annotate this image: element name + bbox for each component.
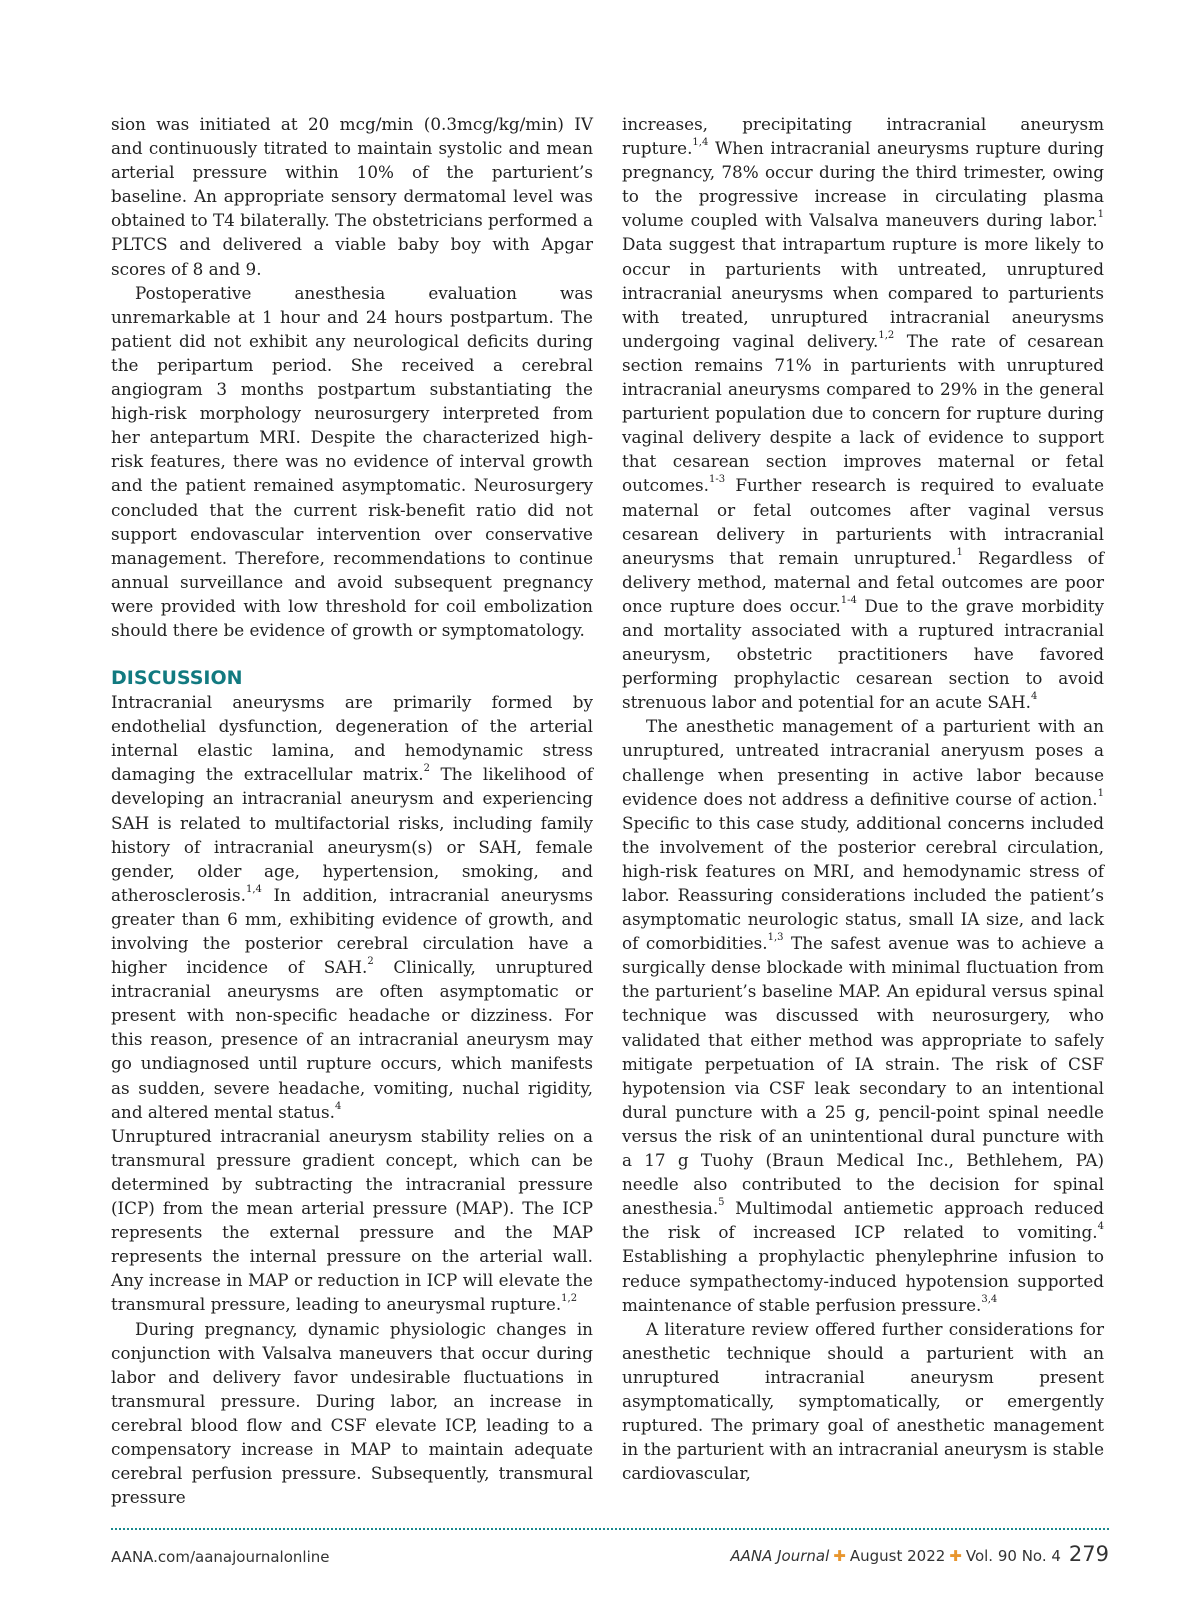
paragraph-text: During pregnancy, dynamic physiologic changes in conjunction with Valsalva maneuvers that occur during labor and delivery favor undesirable fluctuations in transmural pressure. During labor, an increase in cerebral blood flow and CSF elevate ICP, leading to a compensatory increase in MAP to maintain adequate cerebral perfusion pressure. Subsequently, transmural pressure (111, 1318, 593, 1508)
text-run: The rate of cesarean section remains 71% in parturients with unruptured intracranial aneurysms compared to 29% in the general parturient population due to concern for rupture during vaginal delivery despite a lack of evidence to support that cesarean section improves maternal or fetal outcomes. (622, 330, 1104, 496)
citation-ref: 1,3 (767, 932, 784, 944)
text-run: Specific to this case study, additional concerns included the involvement of the posterior cerebral circulation, high-risk features on MRI, and hemodynamic stress of labor. Reassuring considerations included the patient’s asymptomatic neurologic status, small IA size, and lack of comorbidities. (622, 812, 1104, 954)
text-run: Unruptured intracranial aneurysm stability relies on a transmural pressure gradient concept, which can be determined by subtracting the intracranial pressure (ICP) from the mean arterial pressure (MAP). The ICP represents the external pressure and the MAP represents the internal pressure on the arterial wall. Any increase in MAP or reduction in ICP will elevate the transmural pressure, leading to aneurysmal rupture. (111, 1125, 593, 1315)
citation-ref: 1,2 (561, 1293, 578, 1305)
paragraph (111, 281, 593, 642)
paragraph-text: A literature review offered further considerations for anesthetic technique should a parturient with an unruptured intracranial aneurysm present asymptomatically, symptomatically, or emergently ruptured. The primary goal of anesthetic management in the parturient with an intracranial aneurysm is stable cardiovascular, (622, 1318, 1104, 1484)
text-run: increases, precipitating intracranial aneurysm rupture. (622, 114, 1104, 159)
citation-ref: 4 (1097, 1221, 1104, 1233)
right-column (622, 112, 1104, 1485)
issue-date: August 2022 (849, 1547, 946, 1565)
citation-ref: 1,4 (245, 883, 262, 895)
text-run: Clinically, unruptured intracranial aneurysms are often asymptomatic or present with non-specific headache or dizziness. For this reason, presence of an intracranial aneurysm may go undiagnosed until rupture occurs, which manifests as sudden, severe headache, vomiting, nuchal rigidity, and altered mental status. (111, 957, 593, 1122)
paragraph (111, 112, 593, 281)
text-run: The anesthetic management of a parturient with an unruptured, untreated intracranial aneryusm poses a challenge when presenting in active labor because evidence does not address a definitive course of action. (622, 716, 1104, 809)
text-run: In addition, intracranial aneurysms greater than 6 mm, exhibiting evidence of growth, and involving the posterior cerebral circulation have a higher incidence of SAH. (111, 884, 593, 978)
citation-ref: 1-3 (708, 474, 726, 486)
text-run: Multimodal antiemetic approach reduced the risk of increased ICP related to vomiting. (622, 1198, 1104, 1243)
text-run: Due to the grave morbidity and mortality associated with a ruptured intracranial aneurysm, obstetric practitioners have favored performing prophylactic cesarean section to avoid strenuous labor and potential for an acute SAH. (622, 595, 1104, 713)
paragraph (111, 690, 593, 1124)
text-run: Data suggest that intrapartum rupture is more likely to occur in parturients with untreated, unruptured intracranial aneurysms when compared to parturients with treated, unruptured intracranial aneurysms undergoing vaginal delivery. (622, 234, 1104, 351)
journal-name: AANA Journal (730, 1547, 830, 1565)
citation-ref: 4 (334, 1100, 342, 1112)
citation-ref: 3,4 (981, 1293, 998, 1305)
text-run: Regardless of delivery method, maternal and fetal outcomes are poor once rupture does occur. (622, 547, 1104, 616)
citation-ref: 1-4 (840, 594, 857, 606)
paragraph (111, 1317, 593, 1510)
paragraph (111, 1124, 593, 1317)
cross-icon: ✚ (833, 1547, 846, 1565)
section-heading-discussion: DISCUSSION (111, 667, 243, 690)
citation-ref: 1 (1097, 787, 1104, 799)
paragraph-text: Postoperative anesthesia evaluation was unremarkable at 1 hour and 24 hours postpartum. The patient did not exhibit any neurological deficits during the peripartum period. She received a cerebral angiogram 3 months postpartum substantiating the high-risk morphology neurosurgery interpreted from her antepartum MRI. Despite the characterized high-risk features, there was no evidence of interval growth and the patient remained asymptomatic. Neurosurgery concluded that the current risk-benefit ratio did not support endovascular intervention over conservative management. Therefore, recommendations to continue annual surveillance and avoid subsequent pregnancy were provided with low threshold for coil embolization should there be evidence of growth or symptomatology. (111, 282, 593, 640)
paragraph (622, 714, 1104, 1316)
journal-citation (730, 1542, 1109, 1566)
left-column (111, 112, 593, 1509)
text-run: The safest avenue was to achieve a surgically dense blockade with minimal fluctuation from the parturient’s baseline MAP. An epidural versus spinal technique was discussed with neurosurgery, who validated that either method was appropriate to safely mitigate perpetuation of IA strain. The risk of CSF hypotension via CSF leak secondary to an intentional dural puncture with a 25 g, pencil-point spinal needle versus the risk of an unintentional dural puncture with a 17 g Tuohy (Braun Medical Inc., Bethlehem, PA) needle also contributed to the decision for spinal anesthesia. (622, 933, 1104, 1219)
citation-ref: 5 (718, 1197, 725, 1209)
paragraph-text: sion was initiated at 20 mcg/min (0.3mcg/kg/min) IV and continuously titrated to maintain systolic and mean arterial pressure within 10% of the parturient’s baseline. An appropriate sensory dermatomal level was obtained to T4 bilaterally. The obstetricians performed a PLTCS and delivered a viable baby boy with Apgar scores of 8 and 9. (111, 114, 594, 279)
text-run: When intracranial aneurysms rupture during pregnancy, 78% occur during the third trimester, owing to the progressive increase in circulating plasma volume coupled with Valsalva maneuvers during labor. (622, 138, 1104, 231)
text-run: Intracranial aneurysms are primarily formed by endothelial dysfunction, degeneration of the arterial internal elastic lamina, and hemodynamic stress damaging the extracellular matrix. (111, 692, 593, 785)
volume-issue: Vol. 90 No. 4 (965, 1547, 1061, 1565)
text-run: The likelihood of developing an intracranial aneurysm and experiencing SAH is related to multifactorial risks, including family history of intracranial aneurysm(s) or SAH, female gender, older age, hypertension, smoking, and atherosclerosis. (111, 764, 594, 905)
citation-ref: 2 (423, 763, 430, 775)
text-run: Establishing a prophylactic phenylephrine infusion to reduce sympathectomy-induced hypotension supported maintenance of stable perfusion pressure. (622, 1246, 1104, 1315)
journal-website-link[interactable]: AANA.com/aanajournalonline (111, 1548, 330, 1566)
citation-ref: 1,4 (692, 137, 709, 149)
citation-ref: 4 (1031, 691, 1038, 703)
paragraph (622, 112, 1104, 714)
text-run: Further research is required to evaluate maternal or fetal outcomes after vaginal versus cesarean delivery in parturients with intracranial aneurysms that remain unruptured. (622, 475, 1104, 568)
cross-icon: ✚ (949, 1547, 962, 1565)
page-number: 279 (1068, 1542, 1109, 1566)
citation-ref: 2 (367, 956, 374, 968)
footer-divider (111, 1528, 1109, 1530)
citation-ref: 1 (956, 546, 963, 558)
citation-ref: 1 (1097, 209, 1104, 221)
page-footer (111, 1542, 1109, 1570)
citation-ref: 1,2 (878, 329, 895, 341)
paragraph (622, 1317, 1104, 1486)
